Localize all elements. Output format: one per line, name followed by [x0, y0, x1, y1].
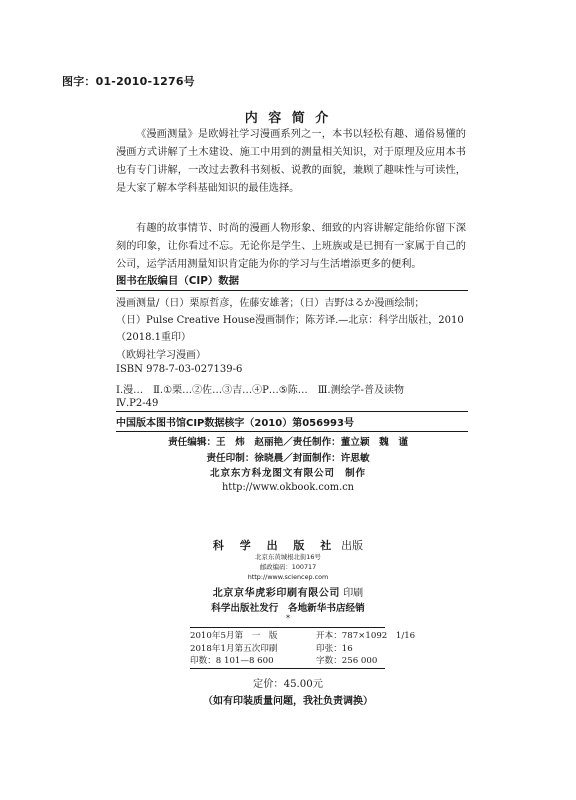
cip-top-rule: [116, 290, 468, 291]
publisher-suffix: 出版: [341, 539, 364, 552]
summary-title: 内 容 简 介: [244, 111, 332, 126]
edition-sheets: 印张：16: [316, 643, 353, 654]
printer-name: 北京京华虎彩印刷有限公司: [212, 588, 340, 599]
distribution-line: 科学出版社发行 各地新华书店经销: [211, 603, 365, 614]
cip-publication-line: （日）Pulse Creative House漫画制作；陈芳译.—北京：科学出版社，2010: [116, 315, 464, 326]
publisher-name: 科 学 出 版 社: [212, 539, 338, 552]
cip-title-line: 漫画测量/（日）栗原哲彦，佐藤安雄著；（日）吉野はるか漫画绘制；: [116, 298, 425, 309]
edition-bottom-rule: [190, 668, 385, 669]
cip-series-line: （欧姆社学习漫画）: [116, 350, 206, 361]
edition-left-column: [190, 630, 278, 668]
edition-format: 开本：787×1092 1/16: [316, 631, 416, 641]
publisher-address: 北京东黄城根北街16号: [255, 553, 321, 561]
publisher-website: http://www.sciencep.com: [247, 573, 329, 581]
cip-isbn-line: ISBN 978-7-03-027139-6: [116, 364, 243, 375]
edition-top-rule: [190, 627, 385, 628]
cip-reprint-line: （2018.1重印）: [116, 332, 191, 343]
cip-heading: 图书在版编目（CIP）数据: [116, 275, 240, 287]
separator-star: *: [286, 614, 290, 623]
production-credits: 责任印制：徐晓晨／封面制作：许思敏: [206, 453, 370, 464]
registration-number: 图字：01-2010-1276号: [62, 75, 195, 88]
cip-number: 中国版本图书馆CIP数据核字（2010）第056993号: [116, 418, 354, 429]
publisher-line: [0, 537, 576, 553]
producer-credit: 北京东方科龙图文有限公司 制作: [210, 468, 366, 479]
summary-paragraph-2: 有趣的故事情节、时尚的漫画人物形象、细致的内容讲解定能给你留下深刻的印象，让你看过不忘。无论你是学生、上班族或是已拥有一家属于自己的公司，运学活用测量知识肯定能为你的学习与生活增添更多的便利。: [116, 223, 466, 270]
summary-paragraph-1: 《漫画测量》是欧姆社学习漫画系列之一，本书以轻松有趣、通俗易懂的漫画方式讲解了土木建设、施工中用到的测量相关知识，对于原理及应用本书也有专门讲解，一改过去教科书刻板、说教的面貌，兼顾了趣味性与可读性，是大家了解本学科基础知识的最佳选择。: [116, 129, 466, 194]
cip-subject-line: Ⅰ.漫… Ⅱ.①栗…②佐…③吉…④P…⑤陈… Ⅲ.测绘学-普及读物: [116, 385, 404, 396]
edition-right-column: [316, 630, 415, 668]
editor-credits: 责任编辑：王 炜 赵丽艳／责任制作：董立颖 魏 谨: [168, 437, 408, 448]
edition-first-edition: 2010年5月第 一 版: [190, 631, 278, 641]
publisher-postcode: 邮政编码：100717: [259, 563, 317, 571]
producer-website: http://www.okbook.com.cn: [221, 482, 354, 493]
edition-print-run: 印数：8 101—8 600: [190, 656, 274, 666]
printer-line: [0, 584, 576, 599]
edition-printing: 2018年1月第五次印刷: [190, 643, 278, 654]
edition-word-count: 字数：256 000: [316, 656, 378, 666]
printer-suffix: 印刷: [343, 588, 364, 599]
cip-bottom-rule: [116, 431, 468, 432]
cip-middle-rule: [116, 411, 468, 412]
price: 定价：45.00元: [253, 679, 323, 690]
quality-note: （如有印装质量问题，我社负责调换）: [203, 696, 373, 707]
cip-classification-line: Ⅳ.P2-49: [116, 398, 159, 409]
